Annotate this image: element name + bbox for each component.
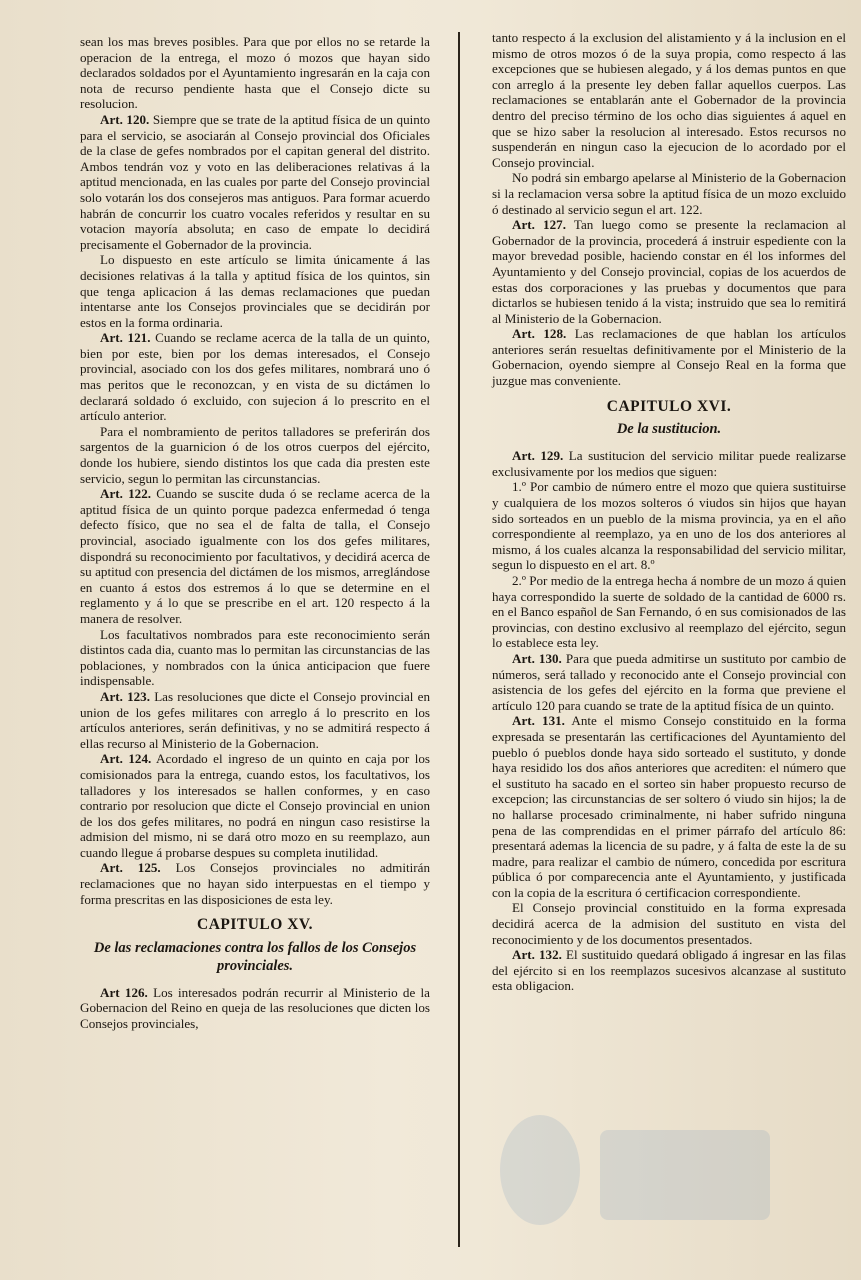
article-131: [492, 713, 846, 900]
library-watermark: [480, 1060, 780, 1250]
paragraph: No podrá sin embargo apelarse al Ministerio de la Gobernacion si la reclamacion versa sobre la aptitud física de un mozo excluido ó destinado al servicio segun el art. 122.: [492, 170, 846, 217]
article-label: Art. 131.: [512, 713, 565, 729]
paragraph: Lo dispuesto en este artículo se limita únicamente á las decisiones relativas á la talla y aptitud física de los quintos, sin que tenga aplicacion á las demas reclamaciones que puedan intentarse ante los Consejos provinciales que se decidirán por estos en la forma ordinaria.: [80, 252, 430, 330]
article-text: Ante el mismo Consejo constituido en la forma expresada se presentarán las certificaciones del Ayuntamiento del pueblo ó pueblos donde haya sido sorteado el sustituto, y donde haya residido los dos años anteriores que acrediten: el número que el sustituto ha sacado en el sorteo sin haber propuesto recurso de excepcion; las circunstancias de ser soltero ó viudo sin hijos; la de no hallarse procesado criminalmente, ni haber sufrido ninguna pena de las comprendidas en el primer párrafo del artículo 86: presentará ademas la licencia de su padre, y á falta de este la de su madre, para realizar el cambio de número, concedida por escritura pública ó por comparecencia ante el Ayuntamiento, y justificada con la copia de la escritura ó certificacion correspondiente.: [492, 713, 846, 900]
watermark-shield: [500, 1115, 580, 1225]
paragraph: Los facultativos nombrados para este reconocimiento serán distintos cada dia, cuanto mas lo permitan las circunstancias de las poblaciones, y nombrados con la única anticipacion que fuere indispensable.: [80, 626, 430, 689]
watermark-band: [600, 1130, 770, 1220]
article-text: Los Consejos provinciales no admitirán reclamaciones que no hayan sido interpuestas en el tiempo y forma prescritas en las disposiciones de esta ley.: [80, 860, 430, 907]
article-127: [492, 217, 846, 326]
article-text: Las reclamaciones de que hablan los artículos anteriores serán resueltas definitivamente por el Ministerio de la Gobernacion, oyendo siempre al Consejo Real en la forma que juzgue mas conveniente.: [492, 326, 846, 389]
article-132: [492, 947, 846, 994]
article-124: [80, 751, 430, 860]
paragraph: Para el nombramiento de peritos talladores se preferirán dos sargentos de la guarnicion ó de los otros cuerpos del ejército, donde los hubiere, siendo distintos los que cada dia presten este servicio, segun lo permitan las circunstancias.: [80, 423, 430, 486]
article-label: Art. 125.: [100, 860, 161, 876]
article-text: Para que pueda admitirse un sustituto por cambio de números, será tallado y reconocido ante el Consejo provincial con asistencia de los gefes del ejército en la forma que previene el artículo 120 para cuando se trate de la aptitud física de un quinto.: [492, 650, 847, 713]
article-text: Las resoluciones que dicte el Consejo provincial en union de los gefes militares con arreglo á lo prescrito en los artículos anteriores, serán definitivas, y no se admitirá respecto á ellas recurso al Ministerio de la Gobernacion.: [80, 688, 430, 751]
article-text: Cuando se reclame acerca de la talla de un quinto, bien por este, bien por los demas interesados, el Consejo provincial, asociado con los dos gefes militares, nombrará uno ó mas peritos que le reconozcan, y en vista de su dictámen lo declarará soldado ó excluido, con sujecion á lo prescrito en el artículo anterior.: [80, 330, 430, 424]
article-text: Acordado el ingreso de un quinto en caja por los comisionados para la entrega, cuando estos, los facultativos, los talladores y los interesados se hallen conformes, y en caso contrario por resolucion que dicte el Consejo provincial en union de los dos gefes militares, no podrá en ningun caso resistirse la admision del mismo, ni se dará otro mozo en su reemplazo, aun cuando llegue á probarse despues su completa inutilidad.: [80, 751, 430, 860]
column-divider: [458, 32, 460, 1247]
article-text: El sustituido quedará obligado á ingresar en las filas del ejército si en los reemplazos sucesivos alcanzase al sustituto esta obligacion.: [492, 947, 846, 994]
paragraph: El Consejo provincial constituido en la forma expresada decidirá acerca de la admision del sustituto en vista del reconocimiento y de los documentos presentados.: [492, 900, 846, 947]
article-121: [80, 330, 430, 424]
chapter-subtitle: De las reclamaciones contra los fallos de los Consejos provinciales.: [93, 939, 417, 974]
chapter-title: CAPITULO XV.: [197, 916, 313, 934]
article-label: Art. 132.: [512, 947, 562, 963]
article-label: Art. 128.: [512, 326, 567, 342]
article-120: [80, 112, 430, 252]
article-label: Art. 129.: [512, 448, 564, 464]
list-item: 1.º Por cambio de número entre el mozo que quiera sustituirse y cualquiera de los mozos solteros ó viudos sin hijos que hayan sido sorteados en un pueblo de la misma provincia, ya en el año correspondiente al reemplazo, ya en uno de los dos anteriores al mismo, á los cuales alcanza la responsabilidad del servicio militar, segun lo dispuesto en el art. 8.º: [492, 479, 846, 573]
article-128: [492, 326, 846, 388]
article-label: Art. 130.: [512, 650, 562, 666]
article-label: Art 126.: [100, 984, 148, 1000]
list-item: 2.º Por medio de la entrega hecha á nombre de un mozo á quien haya correspondido la suerte de soldado de la cantidad de 6000 rs. en el Banco español de San Fernando, ó en sus comisionados de las provincias, con destino exclusivo al reemplazo del ejército, segun lo establece esta ley.: [492, 573, 846, 651]
right-column: [492, 30, 846, 994]
article-label: Art. 127.: [512, 217, 566, 233]
article-125: [80, 860, 430, 907]
article-129: [492, 448, 846, 479]
article-text: Siempre que se trate de la aptitud física de un quinto para el servicio, se asociarán al Consejo provincial dos Oficiales de la clase de gefes nombrados por el capitan general del distrito. Ambos tendrán voz y voto en las deliberaciones relativas á la aptitud mencionada, en las cuales por parte del Consejo provincial solo votarán los dos consejeros mas antiguos. Para formar acuerdo habrán de concurrir los cuatro vocales referidos y resultar en su votacion mayoría absoluta; en caso de empate lo decidirá precisamente el Gobernador de la provincia.: [80, 111, 431, 252]
article-text: Cuando se suscite duda ó se reclame acerca de la aptitud física de un quinto porque padezca enfermedad ó tenga defecto físico, que no sea el de falta de talla, el Consejo provincial, asociado igualmente con los dos gefes militares, dispondrá su reconocimiento por facultativos, y decidirá acerca de su aptitud con presencia del dictámen de los mismos, arreglándose en cuanto á estos dos estremos á lo que se determine en el reglamento y á lo que se prescribe en el art. 120 respecto á la manera de resolver.: [80, 486, 430, 626]
paragraph: tanto respecto á la exclusion del alistamiento y á la inclusion en el mismo de otros mozos ó de la suya propia, como respecto á las excepciones que se hubiesen alegado, y á los demas puntos en que con arreglo á la presente ley deben fallar aquellos cuerpos. Las reclamaciones se entablarán ante el Gobernador de la provincia dentro del preciso término de los ocho dias siguientes á aquel en que se hizo saber la resolucion al interesado. Estos recursos no suspenderán en ningun caso la ejecucion de lo acordado por el Consejo provincial.: [492, 30, 846, 170]
article-label: Art. 120.: [100, 111, 150, 127]
article-label: Art. 121.: [100, 330, 151, 346]
left-column: [80, 34, 430, 1032]
chapter-title: CAPITULO XVI.: [606, 397, 732, 415]
article-text: La sustitucion del servicio militar puede realizarse exclusivamente por los medios que siguen:: [492, 448, 846, 479]
article-label: Art. 124.: [100, 751, 152, 767]
chapter-subtitle: De la sustitucion.: [616, 421, 722, 438]
article-text: Los interesados podrán recurrir al Ministerio de la Gobernacion del Reino en queja de las resoluciones que dicten los Consejos provinciales,: [80, 984, 430, 1032]
article-122: [80, 486, 430, 626]
article-text: Tan luego como se presente la reclamacion al Gobernador de la provincia, procederá á instruir espediente con la mayor brevedad posible, haciendo constar en él los informes del Ayuntamiento y del Consejo provincial, copias de los acuerdos de estas dos corporaciones y las pruebas y documentos que para dictarlos se hubiesen tenido á la vista; instruido que sea lo remitirá al Ministerio de la Gobernacion.: [492, 217, 846, 326]
paragraph: sean los mas breves posibles. Para que por ellos no se retarde la operacion de la entrega, el mozo ó mozos que hayan sido declarados soldados por el Ayuntamiento ingresarán en la caja con nota de recurso pendiente hasta que el Consejo dicte su resolucion.: [80, 34, 430, 112]
article-126: [80, 985, 430, 1032]
article-123: [80, 689, 430, 751]
article-label: Art. 123.: [100, 688, 150, 704]
article-label: Art. 122.: [100, 486, 152, 502]
article-130: [492, 651, 846, 713]
